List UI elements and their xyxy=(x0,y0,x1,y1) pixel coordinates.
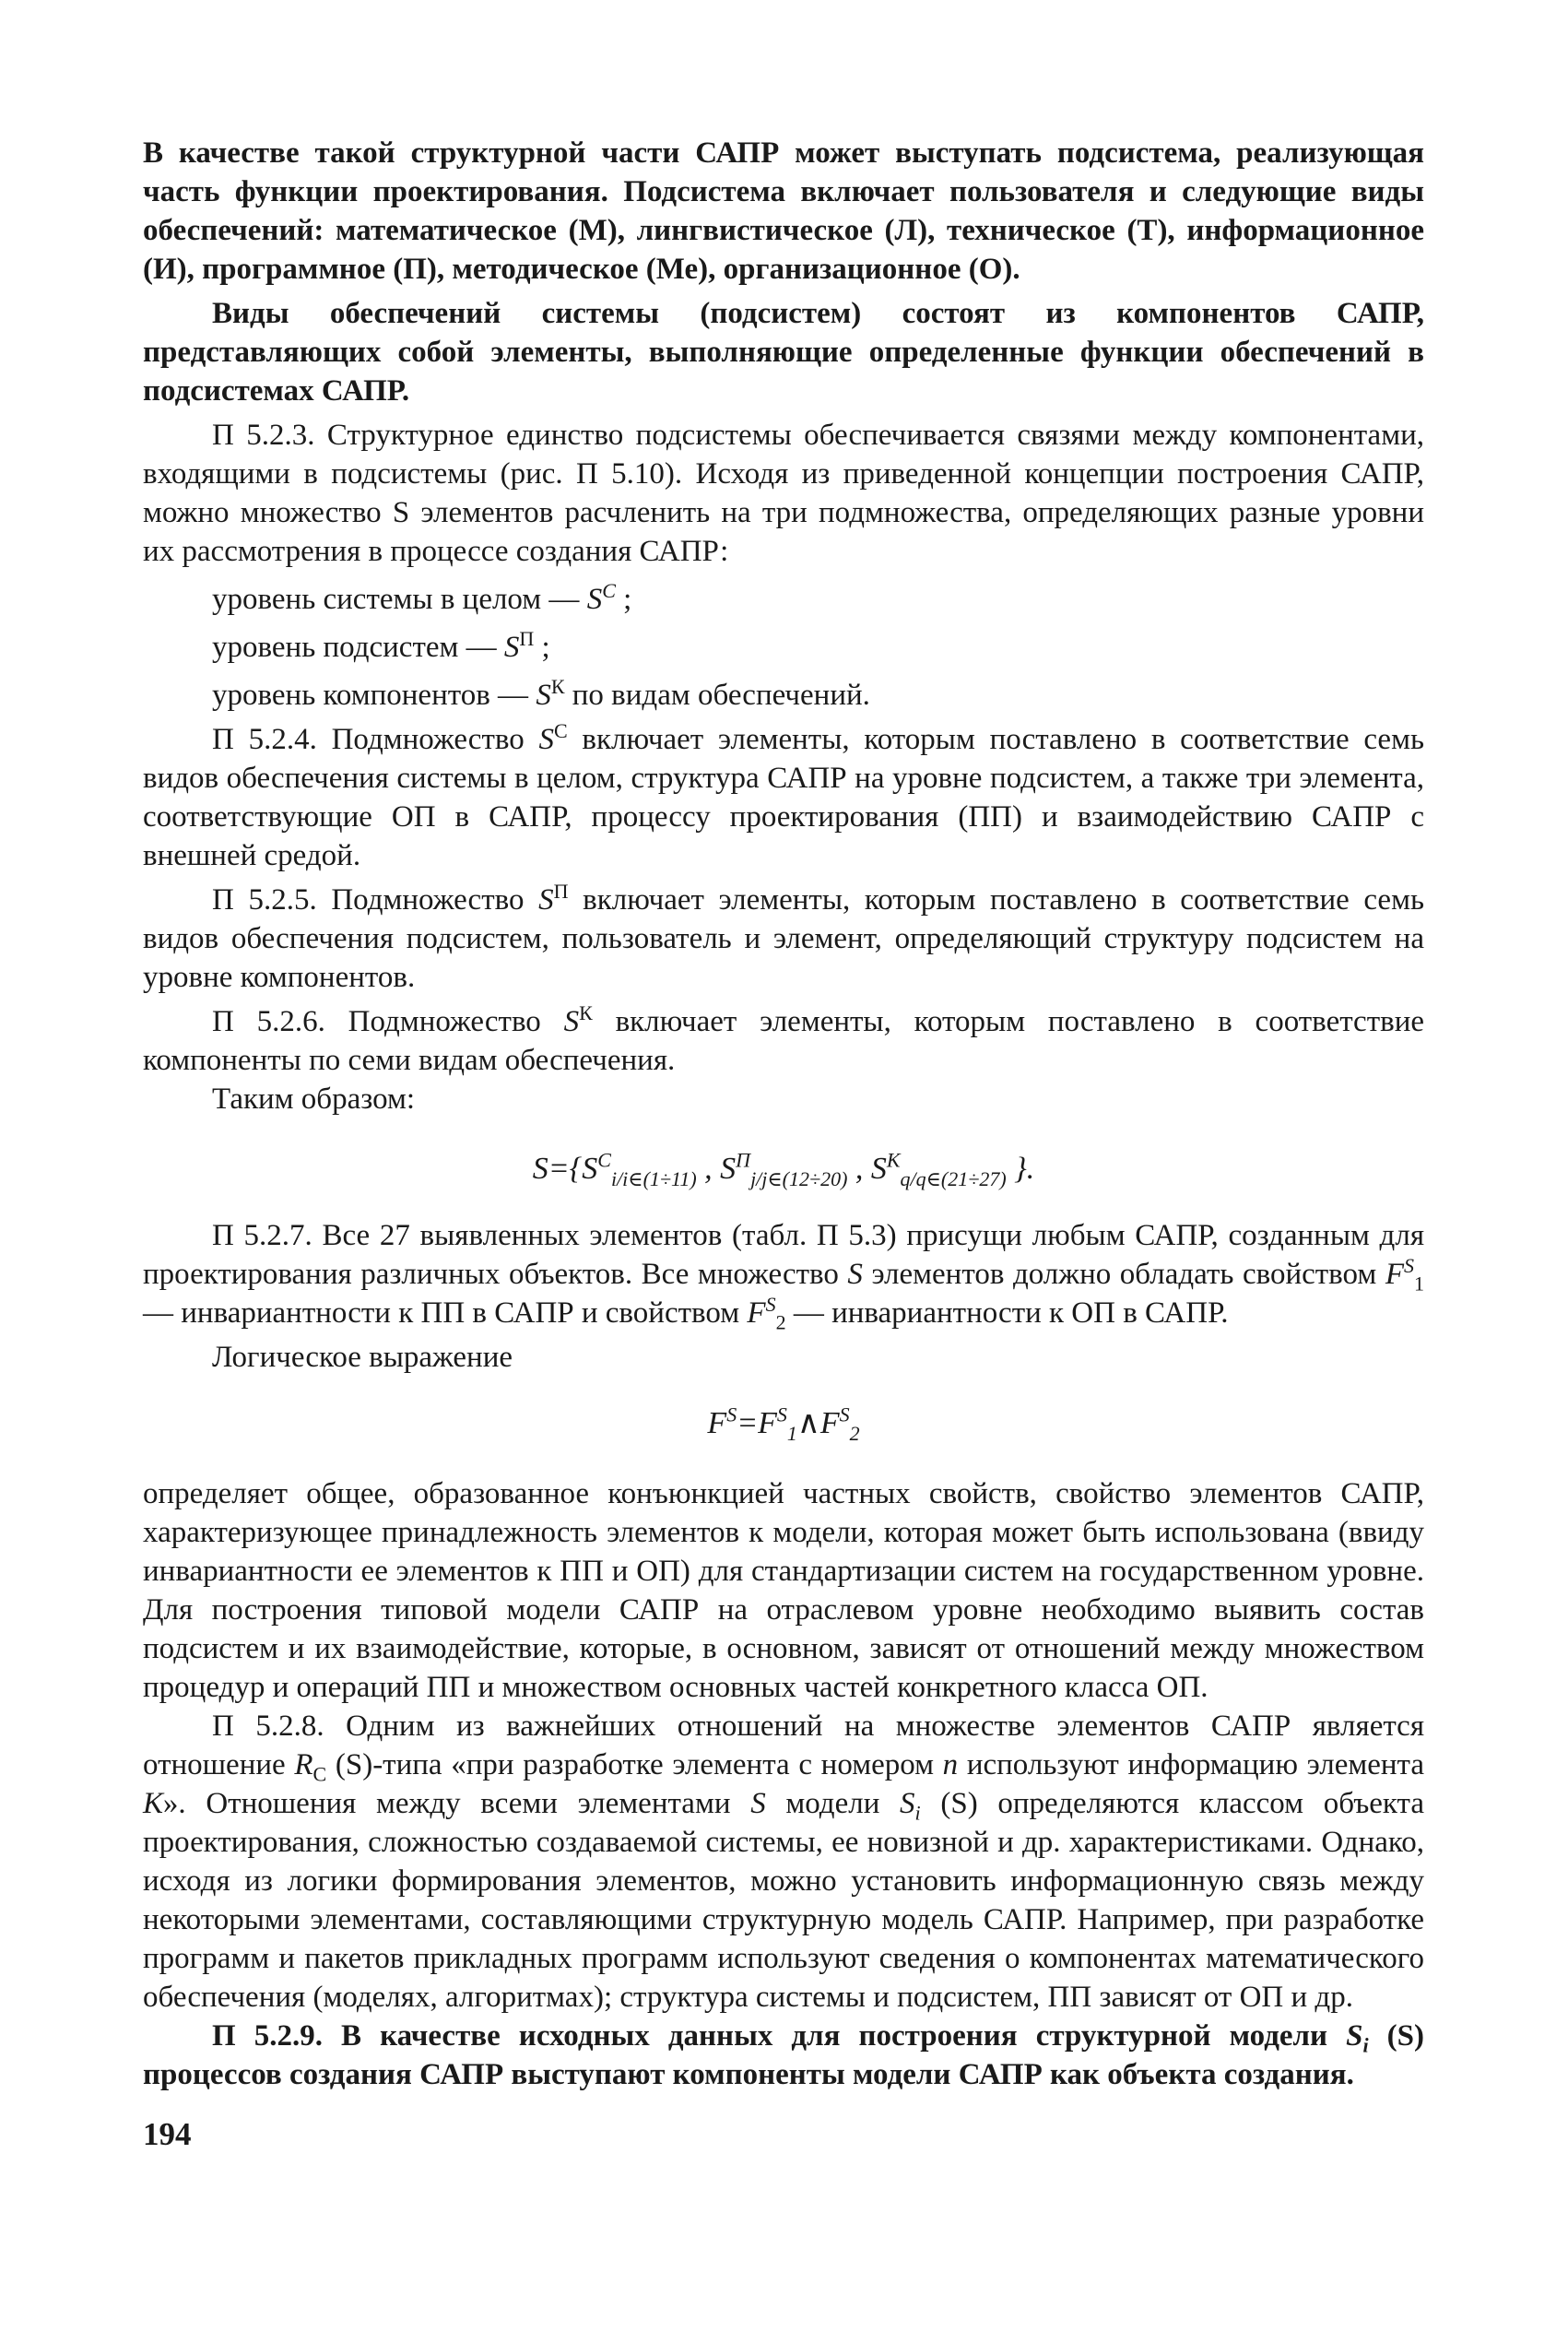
paragraph-thus: Таким образом: xyxy=(212,1083,416,1116)
page-number: 194 xyxy=(143,2116,192,2152)
level-components: уровень компонентов — $S^К$ по видам обеспечений. xyxy=(212,675,870,712)
paragraph-support-types: Виды обеспечений системы (подсистем) состоят из компонентов САПР, представляющих собой элементы, выполняющие определенные функции обеспечений в подсистемах САПР. xyxy=(143,297,1424,408)
formula-set-s: $S=\{S^С_{i/i\in(1\div 11)}$ , $S^П_{j/j\in(12\div 20)}$ , $S^К_{q/q\in(21\div 27)}$ }. xyxy=(532,1148,1035,1190)
paragraph-5-2-4: П 5.2.4. Подмножество $S^С$ включает элементы, которым поставлено в соответствие семь видов обеспечения системы в целом, структура САПР на уровне подсистем, а также три элемента, соответствующие ОП в САПР, процессу проектирования (ПП) и взаимодействию САПР с внешней средой. xyxy=(143,719,1425,872)
paragraph-5-2-5: П 5.2.5. Подмножество $S^П$ включает элементы, которым поставлено в соответствие семь видов обеспечения подсистем, пользователь и элемент, определяющий структуру подсистем на уровне компонентов. xyxy=(143,880,1425,994)
formula-fs: $F^S=F^S_1\wedge F^S_2$ xyxy=(707,1402,860,1445)
paragraph-5-2-7: П 5.2.7. Все 27 выявленных элементов (табл. П 5.3) присущи любым САПР, созданным для проектирования различных объектов. Все множество S элементов должно обладать свойством $F^S_1$ — инвариантности к ПП в САПР и свойством $F^S_2$ — инвариантности к ОП в САПР. xyxy=(143,1219,1425,1334)
paragraph-logical-expression: Логическое выражение xyxy=(212,1341,513,1374)
paragraph-5-2-8: П 5.2.8. Одним из важнейших отношений на множестве элементов САПР является отношение $R_С$ (S)-типа «при разработке элемента с номером n используют информацию элемента К». Отношения между всеми элементами S модели $S_i$ (S) определяются классом объекта проектирования, сложностью создаваемой системы, ее новизной и др. характеристиками. Однако, исходя из логики формирования элементов, можно установить информационную связь между некоторыми элементами, составляющими структурную модель САПР. Например, при разработке программ и пакетов прикладных программ используют сведения о компонентах математического обеспечения (моделях, алгоритмах); структура системы и подсистем, ПП зависят от ОП и др. xyxy=(143,1710,1425,2014)
paragraph-5-2-6: П 5.2.6. Подмножество $S^К$ включает элементы, которым поставлено в соответствие компоненты по семи видам обеспечения. xyxy=(143,1001,1425,1077)
paragraph-5-2-9: П 5.2.9. В качестве исходных данных для построения структурной модели $S_i$ (S) процессов создания САПР выступают компоненты модели САПР как объекта создания. xyxy=(143,2019,1424,2091)
paragraph-subsystem-definition: В качестве такой структурной части САПР может выступать подсистема, реализующая часть функции проектирования. Подсистема включает пользователя и следующие виды обеспечений: математическое (М), лингвистическое (Л), техническое (Т), информационное (И), программное (П), методическое (Ме), организационное (О). xyxy=(143,136,1424,286)
level-subsystem: уровень подсистем — $S^П$ ; xyxy=(212,627,550,664)
page-body xyxy=(143,134,1424,2094)
level-system: уровень системы в целом — $S^С$ ; xyxy=(212,579,632,616)
paragraph-5-2-3: П 5.2.3. Структурное единство подсистемы обеспечивается связями между компонентами, входящими в подсистемы (рис. П 5.10). Исходя из приведенной концепции построения САПР, можно множество S элементов расчленить на три подмножества, определяющих разные уровни их рассмотрения в процессе создания САПР: xyxy=(143,419,1424,568)
paragraph-defines-general: определяет общее, образованное конъюнкцией частных свойств, свойство элементов САПР, характеризующее принадлежность элементов к модели, которая может быть использована (ввиду инвариантности ее элементов к ПП и ОП) для стандартизации систем на государственном уровне. Для построения типовой модели САПР на отраслевом уровне необходимо выявить состав подсистем и их взаимодействие, которые, в основном, зависят от отношений между множеством процедур и операций ПП и множеством основных частей конкретного класса ОП. xyxy=(143,1477,1424,1704)
